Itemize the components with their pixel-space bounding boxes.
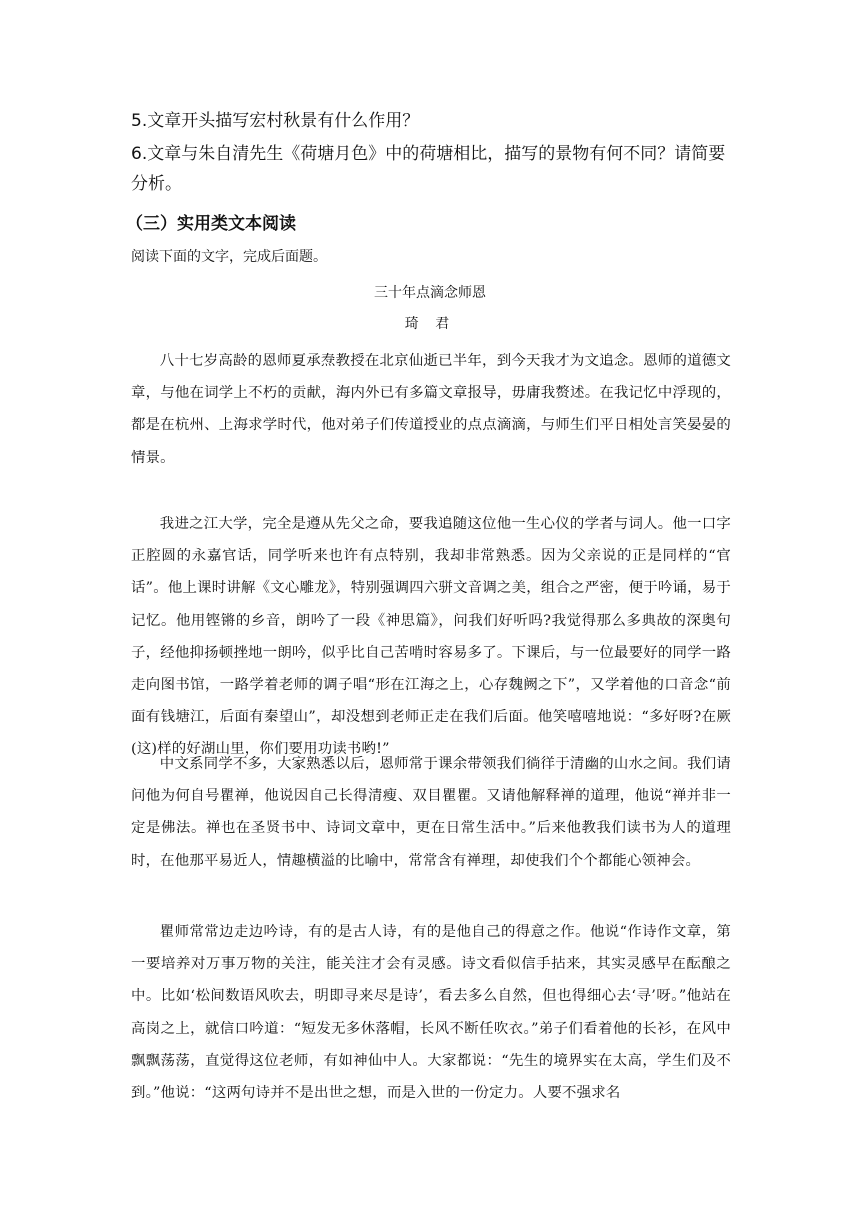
article-paragraph: 八十七岁高龄的恩师夏承焘教授在北京仙逝已半年，到今天我才为文追念。恩师的道德文章，与他在词学上不朽的贡献，海内外已有多篇文章报导，毋庸我赘述。在我记忆中浮现的，都是在杭州、上海求学时代，他对弟子们传道授业的点点滴滴，与师生们平日相处言笑晏晏的情景。 (131, 353, 731, 466)
section-heading: （三）实用类文本阅读 (126, 214, 296, 234)
article-author: 琦 君 (404, 316, 456, 332)
question-6: 6.文章与朱自清先生《荷塘月色》中的荷塘相比，描写的景物有何不同？请简要分析。 (131, 144, 726, 194)
article-paragraph: 中文系同学不多，大家熟悉以后，恩师常于课余带领我们徜徉于清幽的山水之间。我们请问他为何自号瞿禅，他说因自己长得清瘦、双目瞿瞿。又请他解释禅的道理，他说“禅并非一定是佛法。禅也在圣贤书中、诗词文章中，更在日常生活中。”后来他教我们读书为人的道理时，在他那平易近人，情趣横溢的比喻中，常常含有禅理，却使我们个个都能心领神会。 (131, 756, 731, 869)
article-paragraph: 我进之江大学，完全是遵从先父之命，要我追随这位他一生心仪的学者与词人。他一口字正腔圆的永嘉官话，同学听来也许有点特别，我却非常熟悉。因为父亲说的正是同样的“官话”。他上课时讲解《文心雕龙》，特别强调四六骈文音调之美，组合之严密，便于吟诵，易于记忆。他用铿锵的乡音，朗吟了一段《神思篇》，问我们好听吗?我觉得那么多典故的深奥句子，经他抑扬顿挫地一朗吟，似乎比自己苦啃时容易多了。下课后，与一位最要好的同学一路走向图书馆，一路学着老师的调子唱“形在江海之上，心存魏阙之下”，又学着他的口音念“前面有钱塘江，后面有秦望山”，却没想到老师正走在我们后面。他笑嘻嘻地说：“多好呀?在厥(这)样的好湖山里，你们要用功读书哟!” (131, 516, 731, 758)
article-title: 三十年点滴念师恩 (374, 285, 486, 301)
article-paragraph: 瞿师常常边走边吟诗，有的是古人诗，有的是他自己的得意之作。他说“作诗作文章，第一要培养对万事万物的关注，能关注才会有灵感。诗文看似信手拈来，其实灵感早在酝酿之中。比如‘松间数语风吹去，明即寻来尽是诗’，看去多么自然，但也得细心去‘寻’呀。”他站在高岗之上，就信口吟道：“短发无多休落帽，长风不断任吹衣。”弟子们看着他的长衫，在风中飘飘荡荡，直觉得这位老师，有如神仙中人。大家都说：“先生的境界实在太高，学生们及不到。”他说：“这两句诗并不是出世之想，而是入世的一份定力。人要不强求名 (131, 924, 731, 1102)
section-instruction: 阅读下面的文字，完成后面题。 (131, 249, 327, 265)
question-5: 5.文章开头描写宏村秋景有什么作用？ (131, 111, 420, 131)
